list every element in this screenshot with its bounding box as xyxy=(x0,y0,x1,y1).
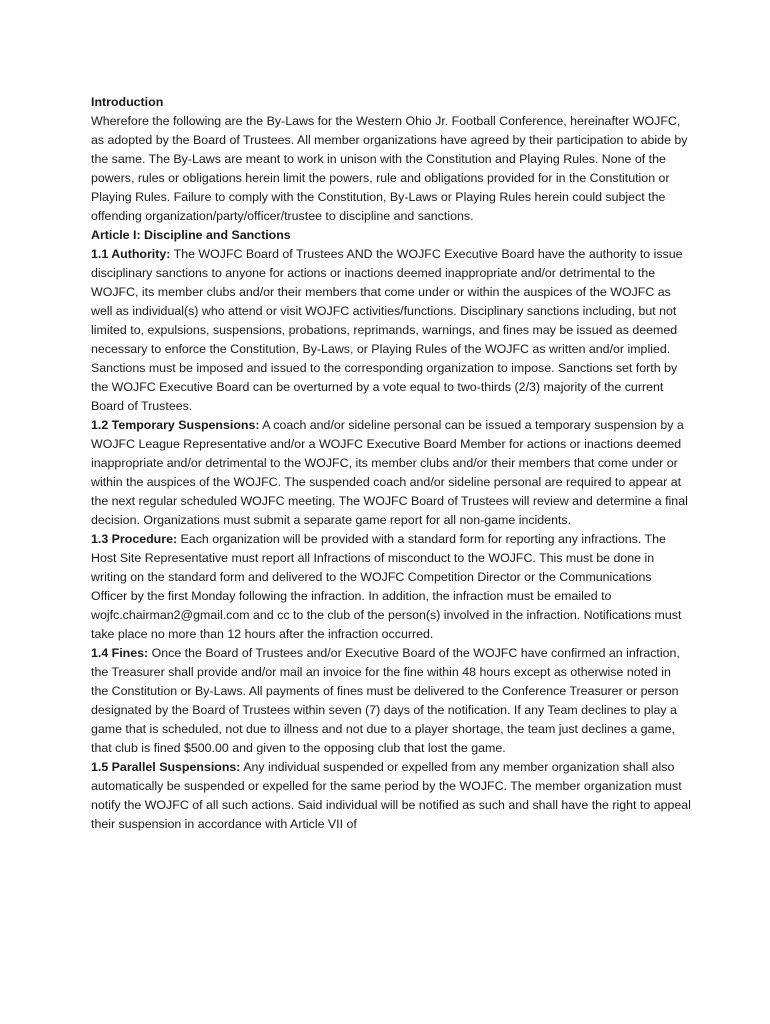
section-temporary-suspensions xyxy=(91,416,691,530)
section-parallel-suspensions xyxy=(91,758,691,834)
section-title: 1.4 Fines: xyxy=(91,646,149,660)
section-text: The WOJFC Board of Trustees AND the WOJFC Executive Board have the authority to issue disciplinary sanctions to anyone for actions or inactions deemed inappropriate and/or detrimental to the WOJFC, its member clubs and/or their members that come under or within the auspices of the WOJFC as well as individual(s) who attend or visit WOJFC activities/functions. Disciplinary sanctions including, but not limited to, expulsions, suspensions, probations, reprimands, warnings, and fines may be issued as deemed necessary to enforce the Constitution, By-Laws, or Playing Rules of the WOJFC as written and/or implied. Sanctions must be imposed and issued to the corresponding organization to impose. Sanctions set forth by the WOJFC Executive Board can be overturned by a vote equal to two-thirds (2/3) majority of the current Board of Trustees. xyxy=(91,247,683,413)
section-text: Once the Board of Trustees and/or Executive Board of the WOJFC have confirmed an infraction, the Treasurer shall provide and/or mail an invoice for the fine within 48 hours except as otherwise noted in the Constitution or By-Laws. All payments of fines must be delivered to the Conference Treasurer or person designated by the Board of Trustees within seven (7) days of the notification. If any Team declines to play a game that is scheduled, not due to illness and not due to a player shortage, the team just declines a game, that club is fined $500.00 and given to the opposing club that lost the game. xyxy=(91,646,680,755)
section-title: 1.5 Parallel Suspensions: xyxy=(91,760,241,774)
section-authority xyxy=(91,245,691,416)
intro-paragraph: Wherefore the following are the By-Laws for the Western Ohio Jr. Football Conference, hereinafter WOJFC, as adopted by the Board of Trustees. All member organizations have agreed by their participation to abide by the same. The By-Laws are meant to work in unison with the Constitution and Playing Rules. None of the powers, rules or obligations herein limit the powers, rule and obligations provided for in the Constitution or Playing Rules. Failure to comply with the Constitution, By-Laws or Playing Rules herein could subject the offending organization/party/officer/trustee to discipline and sanctions. xyxy=(91,114,688,223)
section-title: 1.2 Temporary Suspensions: xyxy=(91,418,260,432)
section-text: Any individual suspended or expelled from any member organization shall also automatically be suspended or expelled for the same period by the WOJFC. The member organization must notify the WOJFC of all such actions. Said individual will be notified as such and shall have the right to appeal their suspension in accordance with Article VII of xyxy=(91,760,691,831)
section-fines xyxy=(91,644,691,758)
section-title: 1.1 Authority: xyxy=(91,247,171,261)
section-text: A coach and/or sideline personal can be issued a temporary suspension by a WOJFC League Representative and/or a WOJFC Executive Board Member for actions or inactions deemed inappropriate and/or detrimental to the WOJFC, its member clubs and/or their members that come under or within the auspices of the WOJFC. The suspended coach and/or sideline personal are required to appear at the next regular scheduled WOJFC meeting. The WOJFC Board of Trustees will review and determine a final decision. Organizations must submit a separate game report for all non-game incidents. xyxy=(91,418,688,527)
intro-heading: Introduction xyxy=(91,95,164,109)
section-text: Each organization will be provided with a standard form for reporting any infractions. The Host Site Representative must report all Infractions of misconduct to the WOJFC. This must be done in writing on the standard form and delivered to the WOJFC Competition Director or the Communications Officer by the first Monday following the infraction. In addition, the infraction must be emailed to wojfc.chairman2@gmail.com and cc to the club of the person(s) involved in the infraction. Notifications must take place no more than 12 hours after the infraction occurred. xyxy=(91,532,682,641)
document-page xyxy=(91,93,691,834)
section-procedure xyxy=(91,530,691,644)
article-heading: Article I: Discipline and Sanctions xyxy=(91,228,291,242)
section-title: 1.3 Procedure: xyxy=(91,532,178,546)
